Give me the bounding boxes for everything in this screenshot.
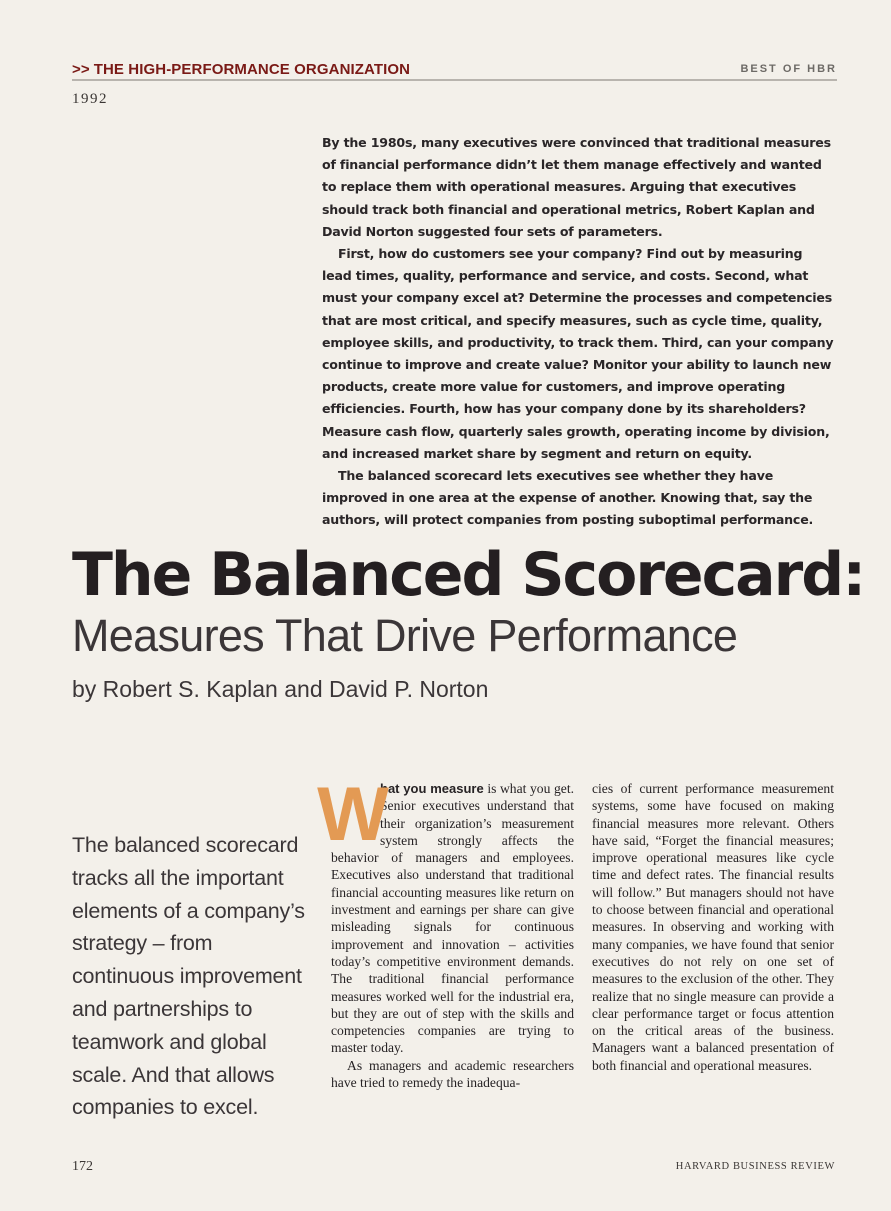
body-paragraph: cies of current performance measurement systems, some have focused on making financial measures more relevant. Others have said, “Forget the financial measures; improve operational measures like cycle time and defect rates. The financial results will follow.” But managers should not have to choose between financial and operational measures. In observing and working with many companies, we have found that senior executives do not rely on one set of measures to the exclusion of the other. They realize that no single measure can provide a clear performance target or focus attention on the critical areas of the business. Managers want a balanced presentation of both financial and operational measures. (592, 781, 834, 1073)
article-byline: by Robert S. Kaplan and David P. Norton (72, 676, 489, 702)
lead-in: hat you measure (380, 781, 484, 796)
article-title: The Balanced Scorecard: (72, 540, 865, 610)
drop-cap (317, 772, 389, 857)
abstract-paragraph: First, how do customers see your company? Find out by measuring lead times, quality, performance and service, and costs. Second, what must your company excel at? Determine the processes and competencies that are most critical, and specify measures, such as cycle time, quality, employee skills, and productivity, to track them. Third, can your company continue to improve and create value? Monitor your ability to launch new products, create more value for customers, and improve operating efficiencies. Fourth, how has your company done by its shareholders? Measure cash flow, quarterly sales growth, operating income by division, and increased market share by segment and return on equity. (322, 246, 834, 461)
publication-year: 1992 (72, 91, 108, 107)
body-text: is what you get. Senior executives understand that their organization’s measurement system strongly affects the behavior of managers and employees. Executives also understand that traditional financial accounting measures like return on investment and earnings per share can give misleading signals for continuous improvement and innovation – activities today’s competitive environment demands. The traditional financial performance measures worked well for the industrial era, but they are out of step with the skills and competencies companies are trying to master today. (331, 781, 574, 1056)
body-column-2 (592, 780, 834, 1074)
body-column-1 (317, 772, 574, 1091)
abstract-paragraph: By the 1980s, many executives were convinced that traditional measures of financial performance didn’t let them manage effectively and wanted to replace them with operational measures. Arguing that executives should track both financial and operational metrics, Robert Kaplan and David Norton suggested four sets of parameters. (322, 135, 831, 239)
body-paragraph (317, 772, 574, 1057)
article-subtitle: Measures That Drive Performance (72, 610, 738, 661)
series-label: BEST OF HBR (740, 63, 837, 75)
section-header (72, 61, 410, 78)
abstract (322, 132, 834, 532)
header-rule (72, 79, 837, 81)
page-number: 172 (72, 1159, 93, 1174)
section-marker: >> (72, 61, 90, 78)
journal-name: HARVARD BUSINESS REVIEW (675, 1161, 835, 1172)
body-paragraph: As managers and academic researchers have tried to remedy the inadequa- (331, 1057, 574, 1091)
section-title: THE HIGH-PERFORMANCE ORGANIZATION (93, 61, 411, 78)
abstract-paragraph: The balanced scorecard lets executives see whether they have improved in one area at the expense of another. Knowing that, say the authors, will protect companies from posting suboptimal performance. (322, 468, 814, 528)
drop-cap-letter: W (317, 772, 389, 857)
pull-quote: The balanced scorecard tracks all the important elements of a company’s strategy – from continuous improvement and partnerships to teamwork and global scale. And that allows companies to excel. (72, 833, 305, 1120)
